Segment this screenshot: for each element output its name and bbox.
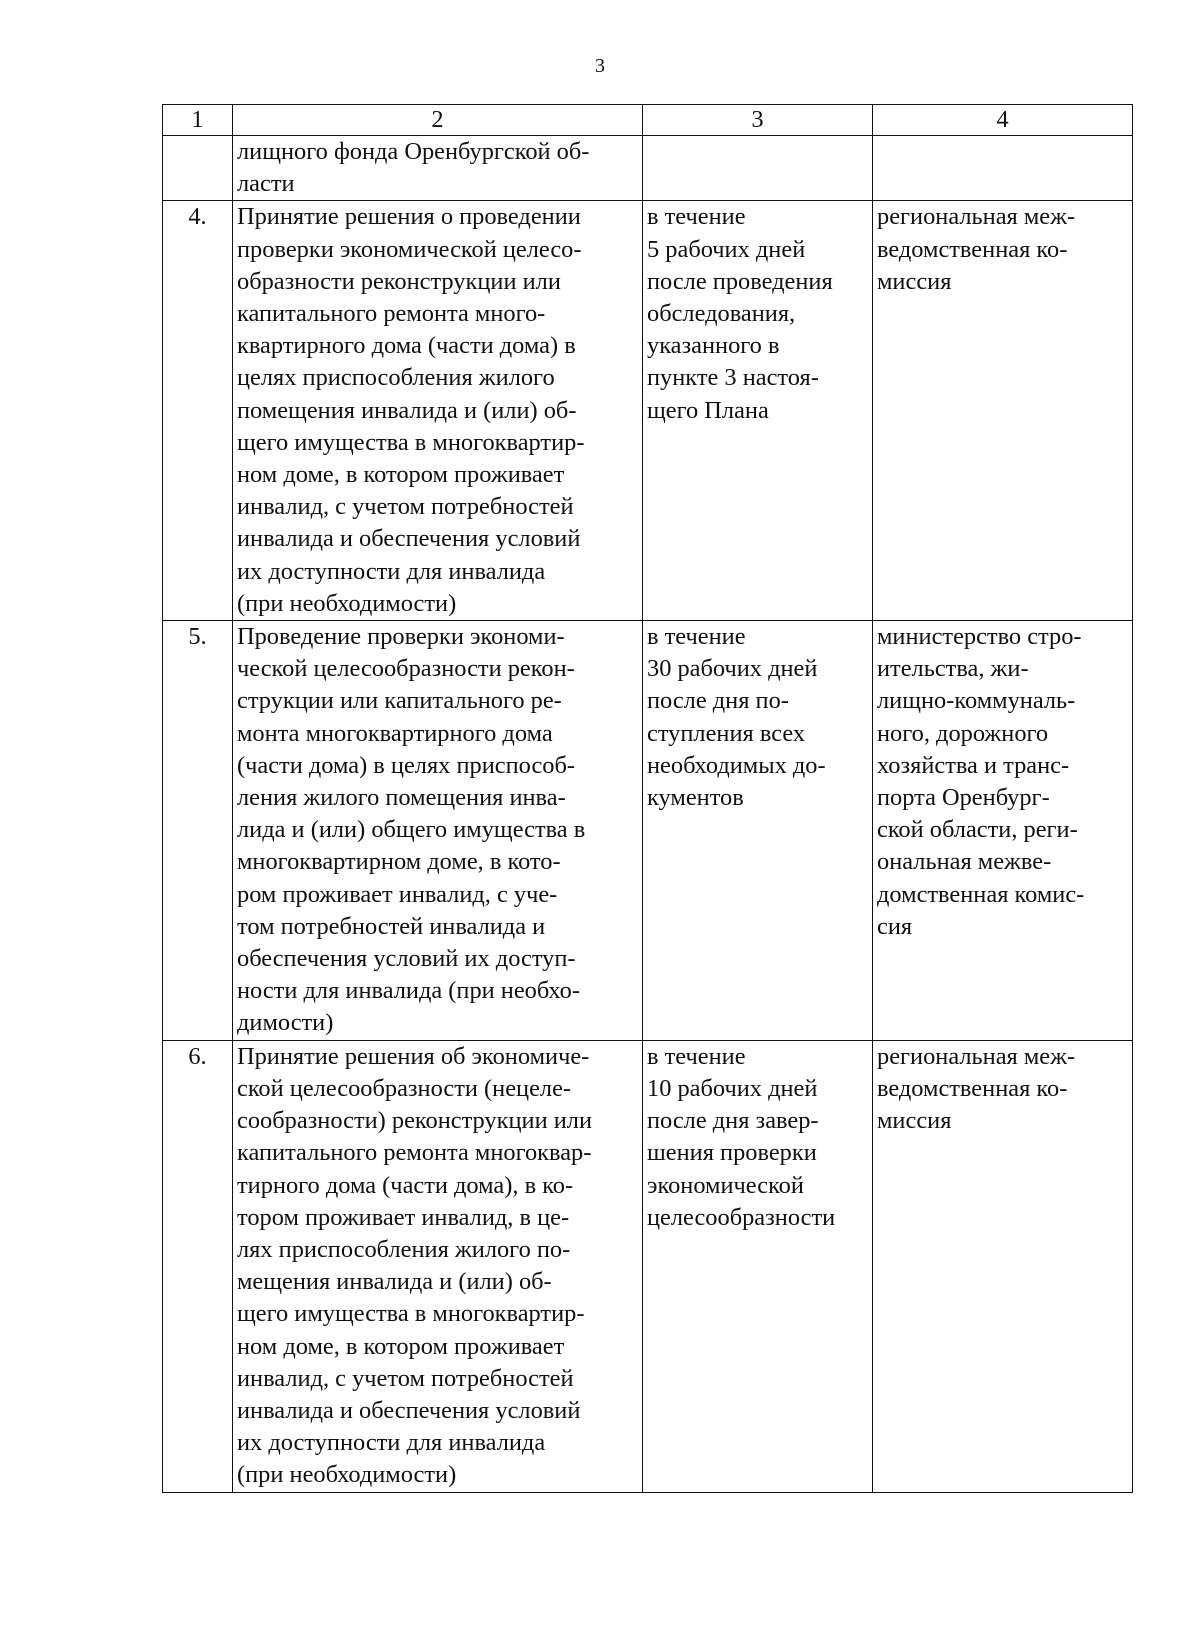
action-cell: лищного фонда Оренбургской об- ласти xyxy=(233,136,643,201)
plan-table xyxy=(162,104,1133,1493)
term-cell xyxy=(643,136,873,201)
table-row xyxy=(163,136,1133,201)
term-cell: в течение 10 рабочих дней после дня завер- шения проверки экономической целесообразности xyxy=(643,1040,873,1492)
term-cell: в течение 30 рабочих дней после дня по- ступления всех необходимых до- кументов xyxy=(643,621,873,1041)
row-number: 6. xyxy=(163,1040,233,1492)
column-header-1: 1 xyxy=(163,105,233,136)
column-header-4: 4 xyxy=(873,105,1133,136)
table-row xyxy=(163,621,1133,1041)
responsible-cell: региональная меж- ведомственная ко- миссия xyxy=(873,201,1133,621)
responsible-cell: министерство стро- ительства, жи- лищно-коммуналь- ного, дорожного хозяйства и транс- порта Оренбург- ской области, реги- ональная межве- домственная комис- сия xyxy=(873,621,1133,1041)
action-cell: Принятие решения о проведении проверки экономической целесо- образности реконструкции или капитального ремонта много- квартирного дома (части дома) в целях приспособления жилого помещения инвалида и (или) об- щего имущества в многоквартир- ном доме, в котором проживает инвалид, с учетом потребностей инвалида и обеспечения условий их доступности для инвалида (при необходимости) xyxy=(233,201,643,621)
table-row xyxy=(163,1040,1133,1492)
row-number: 4. xyxy=(163,201,233,621)
row-number xyxy=(163,136,233,201)
page-number: 3 xyxy=(595,55,605,77)
responsible-cell xyxy=(873,136,1133,201)
action-cell: Проведение проверки экономи- ческой целесообразности рекон- струкции или капитального ре- монта многоквартирного дома (части дома) в целях приспособ- ления жилого помещения инва- лида и (или) общего имущества в многоквартирном доме, в кото- ром проживает инвалид, с уче- том потребностей инвалида и обеспечения условий их доступ- ности для инвалида (при необхо- димости) xyxy=(233,621,643,1041)
column-header-3: 3 xyxy=(643,105,873,136)
row-number: 5. xyxy=(163,621,233,1041)
column-header-2: 2 xyxy=(233,105,643,136)
action-cell: Принятие решения об экономиче- ской целесообразности (нецеле- сообразности) реконструкции или капитального ремонта многоквар- тирного дома (части дома), в ко- тором проживает инвалид, в це- лях приспособления жилого по- мещения инвалида и (или) об- щего имущества в многоквартир- ном доме, в котором проживает инвалид, с учетом потребностей инвалида и обеспечения условий их доступности для инвалида (при необходимости) xyxy=(233,1040,643,1492)
responsible-cell: региональная меж- ведомственная ко- миссия xyxy=(873,1040,1133,1492)
table-row xyxy=(163,201,1133,621)
term-cell: в течение 5 рабочих дней после проведения обследования, указанного в пункте 3 настоя- щего Плана xyxy=(643,201,873,621)
table-header-row xyxy=(163,105,1133,136)
